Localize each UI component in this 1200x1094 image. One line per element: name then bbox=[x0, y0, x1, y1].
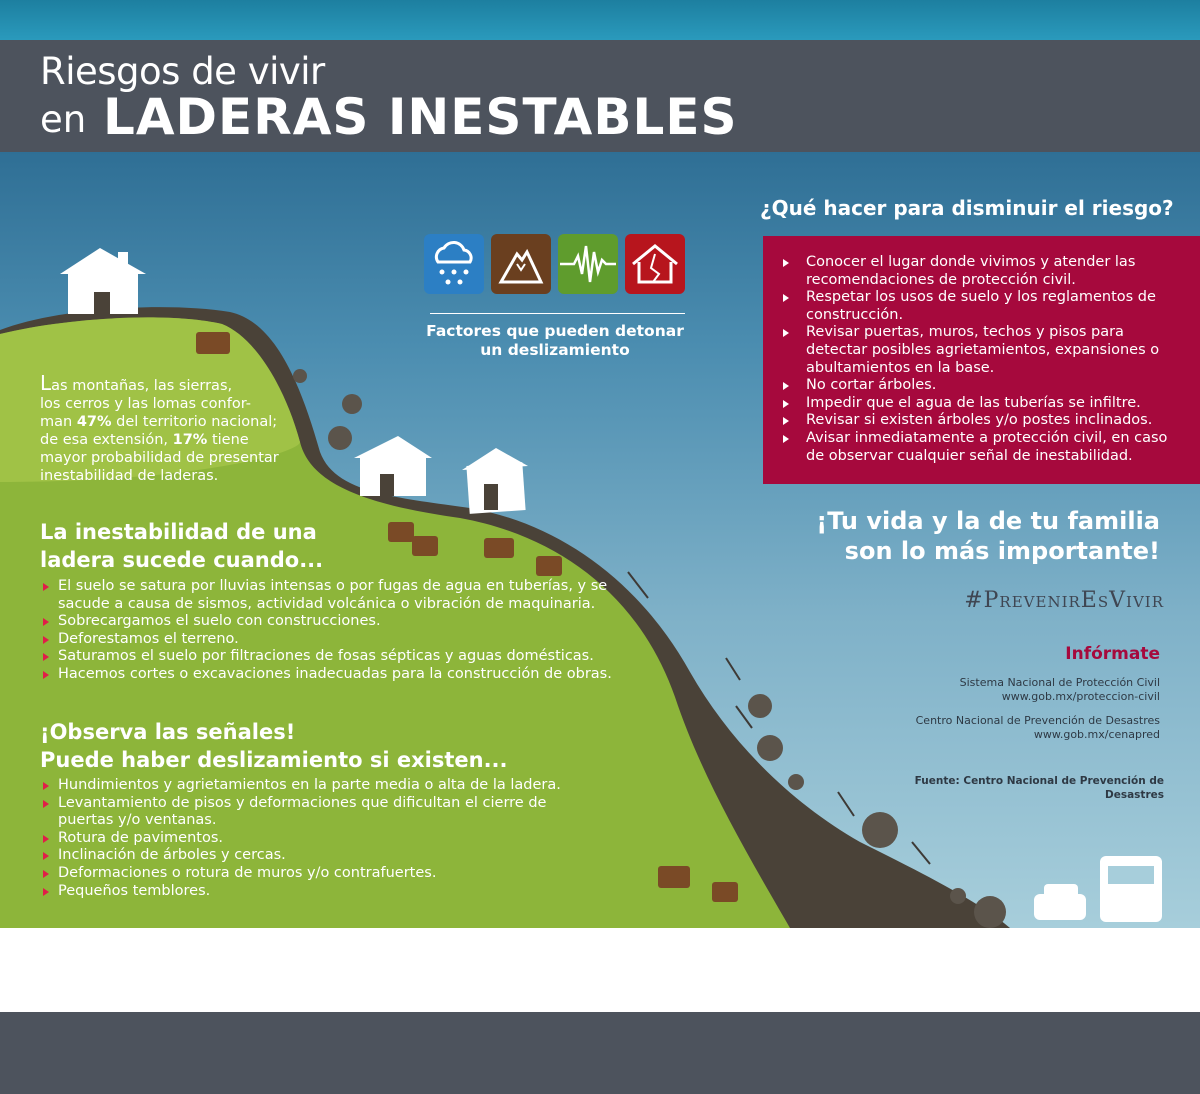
bottom-bar bbox=[0, 1012, 1200, 1094]
list-item: El suelo se satura por lluvias intensas o por fugas de agua en tuberías, y se sacude a causa de sismos, actividad volcánica o vibración de maquinaria. bbox=[40, 578, 630, 613]
hashtag: #PrevenirEsVivir bbox=[964, 588, 1164, 613]
list-item: Deforestamos el terreno. bbox=[40, 631, 630, 649]
page-title: LADERAS INESTABLES bbox=[103, 88, 738, 146]
life-message: ¡Tu vida y la de tu familia son lo más importante! bbox=[816, 507, 1160, 565]
blank-band bbox=[0, 928, 1200, 1012]
title-line-1: Riesgos de vivir bbox=[40, 50, 325, 93]
list-item: Avisar inmediatamente a protección civil, en caso de observar cualquier señal de inestabilidad. bbox=[780, 430, 1180, 465]
intro-paragraph: Las montañas, las sierras, los cerros y las lomas confor- man 47% del territorio nacional; de esa extensión, 17% tiene mayor probabilidad de presentar inestabilidad de laderas. bbox=[40, 371, 279, 484]
list-item: Impedir que el agua de las tuberías se infiltre. bbox=[780, 395, 1180, 413]
top-bar bbox=[0, 0, 1200, 40]
instability-heading: La inestabilidad de una ladera sucede cuando... bbox=[40, 520, 324, 572]
landslide-scene bbox=[0, 152, 1200, 928]
risk-heading: ¿Qué hacer para disminuir el riesgo? bbox=[760, 196, 1174, 220]
list-item: Pequeños temblores. bbox=[40, 883, 600, 901]
list-item: Revisar si existen árboles y/o postes inclinados. bbox=[780, 412, 1180, 430]
list-item: Sobrecargamos el suelo con construcciones. bbox=[40, 613, 630, 631]
instability-list bbox=[40, 578, 630, 684]
list-item: Respetar los usos de suelo y los reglamentos de construcción. bbox=[780, 289, 1180, 324]
link-proteccion-civil[interactable]: www.gob.mx/proteccion-civil bbox=[1001, 690, 1160, 703]
title-prefix: en bbox=[40, 98, 87, 141]
house-collapse-icon bbox=[625, 234, 685, 294]
list-item: Levantamiento de pisos y deformaciones que dificultan el cierre de puertas y/o ventanas. bbox=[40, 795, 600, 830]
vehicles bbox=[1034, 856, 1162, 922]
list-item: No cortar árboles. bbox=[780, 377, 1180, 395]
list-item: Deformaciones o rotura de muros y/o contrafuertes. bbox=[40, 865, 600, 883]
earthquake-icon bbox=[558, 234, 618, 294]
drop-cap: L bbox=[40, 371, 52, 395]
list-item: Conocer el lugar donde vivimos y atender las recomendaciones de protección civil. bbox=[780, 254, 1180, 289]
signs-heading: ¡Observa las señales! Puede haber deslizamiento si existen... bbox=[40, 720, 508, 772]
divider bbox=[430, 313, 685, 314]
factors-caption: Factores que pueden detonar un deslizamiento bbox=[426, 322, 684, 359]
volcano-icon bbox=[491, 234, 551, 294]
house-icon bbox=[60, 248, 146, 314]
informate-heading: Infórmate bbox=[1065, 644, 1160, 664]
list-item: Hacemos cortes o excavaciones inadecuadas para la construcción de obras. bbox=[40, 666, 630, 684]
link-cenapred[interactable]: www.gob.mx/cenapred bbox=[1033, 728, 1160, 741]
list-item: Rotura de pavimentos. bbox=[40, 830, 600, 848]
source-credit: Fuente: Centro Nacional de Prevención de Desastres bbox=[914, 775, 1164, 801]
rain-icon bbox=[424, 234, 484, 294]
list-item: Hundimientos y agrietamientos en la parte media o alta de la ladera. bbox=[40, 777, 600, 795]
source-cenapred: Centro Nacional de Prevención de Desastres www.gob.mx/cenapred bbox=[900, 714, 1160, 742]
source-sinaproc: Sistema Nacional de Protección Civil www.gob.mx/proteccion-civil bbox=[900, 676, 1160, 704]
risk-list bbox=[780, 254, 1180, 465]
percentage-47: 47% bbox=[76, 414, 112, 430]
percentage-17: 17% bbox=[172, 432, 208, 448]
list-item: Inclinación de árboles y cercas. bbox=[40, 847, 600, 865]
list-item: Saturamos el suelo por filtraciones de fosas sépticas y aguas domésticas. bbox=[40, 648, 630, 666]
signs-list bbox=[40, 777, 600, 900]
list-item: Revisar puertas, muros, techos y pisos para detectar posibles agrietamientos, expansiones o abultamientos en la base. bbox=[780, 324, 1180, 377]
